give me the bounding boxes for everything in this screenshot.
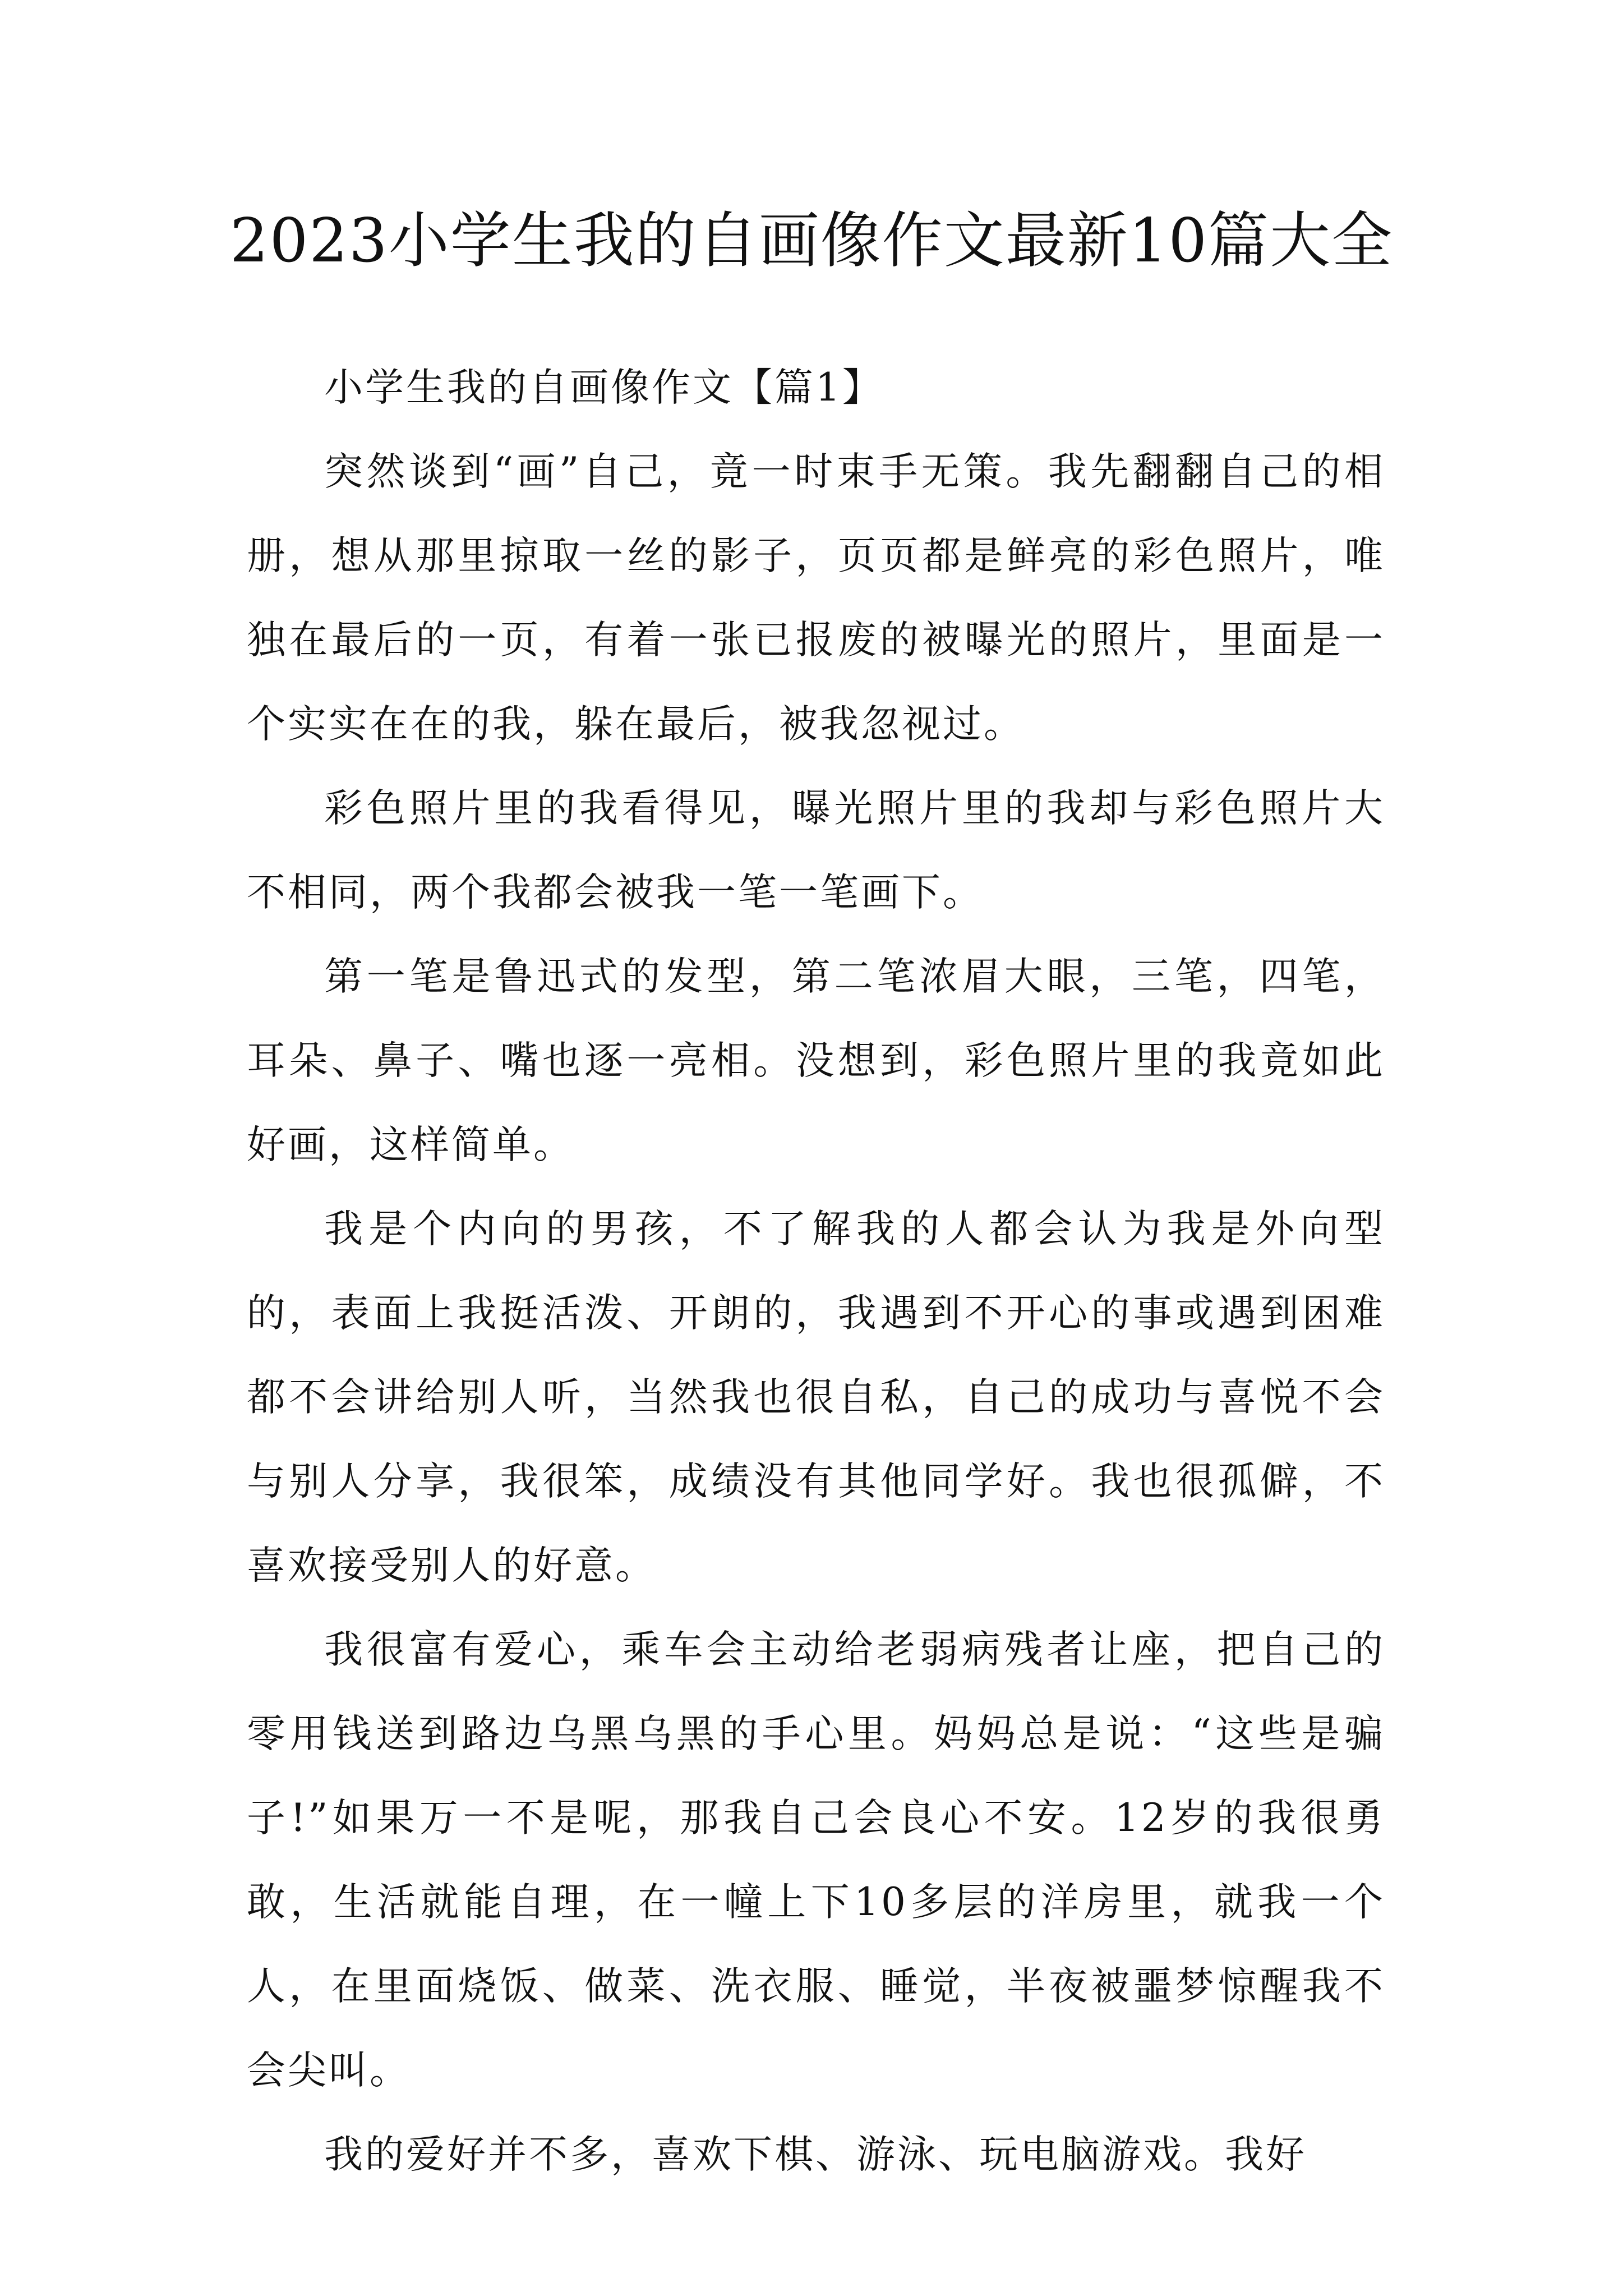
document-body — [247, 346, 1385, 2197]
section-heading: 小学生我的自画像作文【篇1】 — [324, 365, 883, 410]
paragraph: 我是个内向的男孩，不了解我的人都会认为我是外向型的，表面上我挺活泼、开朗的，我遇到不开心的事或遇到困难都不会讲给别人听，当然我也很自私，自己的成功与喜悦不会与别人分享，我很笨，成绩没有其他同学好。我也很孤僻，不喜欢接受别人的好意。 — [247, 1207, 1385, 1588]
paragraph: 彩色照片里的我看得见，曝光照片里的我却与彩色照片大不相同，两个我都会被我一笔一笔画下。 — [247, 786, 1385, 915]
paragraph: 第一笔是鲁迅式的发型，第二笔浓眉大眼，三笔，四笔，耳朵、鼻子、嘴也逐一亮相。没想到，彩色照片里的我竟如此好画，这样简单。 — [247, 954, 1385, 1167]
paragraph: 我很富有爱心，乘车会主动给老弱病残者让座，把自己的零用钱送到路边乌黑乌黑的手心里。妈妈总是说：“这些是骗子!”如果万一不是呢，那我自己会良心不安。12岁的我很勇敢，生活就能自理，在一幢上下10多层的洋房里，就我一个人，在里面烧饭、做菜、洗衣服、睡觉，半夜被噩梦惊醒我不会尖叫。 — [247, 1627, 1385, 2093]
document-title: 2023小学生我的自画像作文最新10篇大全 — [229, 206, 1394, 276]
paragraph: 我的爱好并不多，喜欢下棋、游泳、玩电脑游戏。我好 — [324, 2132, 1307, 2177]
paragraph: 突然谈到“画”自己，竟一时束手无策。我先翻翻自己的相册，想从那里掠取一丝的影子，页页都是鲜亮的彩色照片，唯独在最后的一页，有着一张已报废的被曝光的照片，里面是一个实实在在的我，躲在最后，被我忽视过。 — [247, 449, 1385, 747]
